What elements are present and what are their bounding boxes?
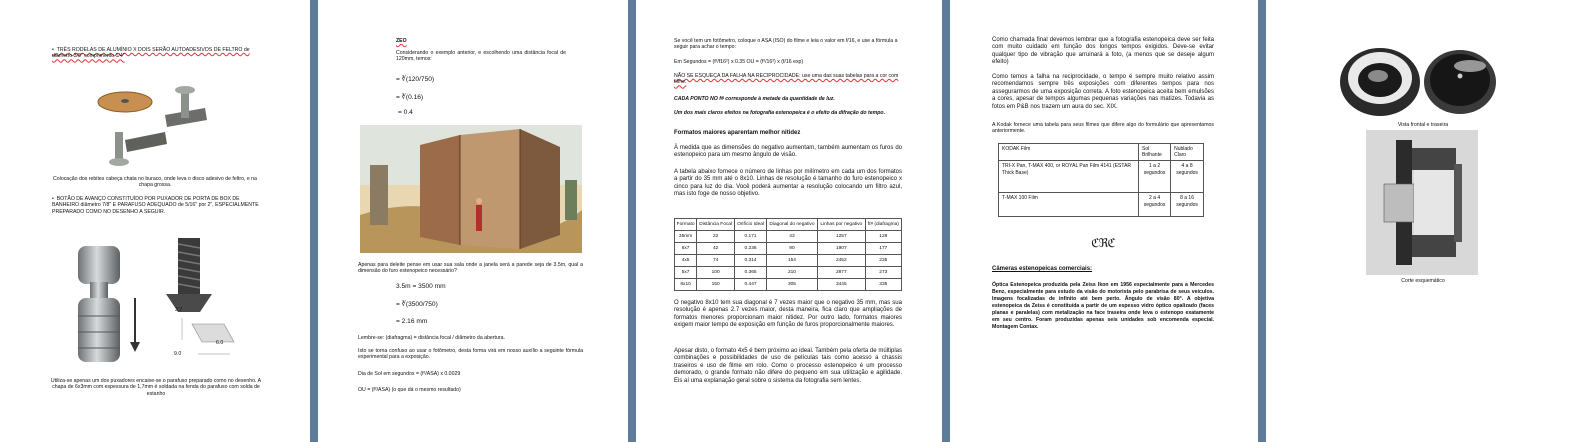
dimension-label: 9.0	[174, 351, 182, 357]
zeiss-lens-photo	[1338, 38, 1508, 120]
table-cell: 128	[865, 231, 901, 243]
image-caption: Colocação dos rebites cabeça chata no buraco, onde leva o disco adesivo de feltro, e na chapa grossa.	[53, 176, 257, 189]
table-cell: 5x7	[675, 267, 697, 279]
paragraph: Como temos a falha na reciprocidade, o tempo é sempre muito relativo assim recomendamos sempre três exposições com diferentes tempos para nos assegurarmos de uma exposição correta. A foto estenopeica aceita bem emulsões a cores, apesar de tempos algumas pequenas variações nas matizes. Todavia as fotos em P&B nos trazem um aura do sec. XIX.	[992, 74, 1214, 110]
table-cell: 0.314	[735, 255, 767, 267]
table-row	[999, 161, 1204, 193]
document-page-4	[950, 0, 1258, 442]
paragraph: Apesar disto, o formato 4x5 é bem próximo ao ideal. Também pela oferta de múltiplas combinações e possibilidades de uso de películas tais como acesso a chassis traseiros e uso de filme em rolo. Como o processo estenopeico é um processo demorado, o grande formato não difere do pequeno em sua utilização e agilidade. Eis aí uma explanação geral sobre o sistema da fotografia sem lentes.	[674, 348, 902, 384]
table-cell: 150	[697, 279, 735, 291]
section-heading: Formatos maiores aparentam melhor nitidez	[674, 130, 801, 136]
paragraph: CADA PONTO NO f# corresponde à metade da quantidade de luz.	[674, 96, 835, 102]
paragraph: O negativo 8x10 tem sua diagonal é 7 vezes maior que o negativo 35 mm, mas sua resolução é apenas 2.7 vezes maior, desta maneira, fica claro que ampliações de formatos menores proporcionam maior nitidez. Por outro lado, formatos maiores exigem maior tempo de exposição em função de furos proporcionalmente maiores.	[674, 300, 902, 329]
table-header-cell: f/# (diafragma)	[865, 219, 901, 231]
paragraph: Isto se torna confuso ao usar o fotômetro, desta forma virá em nosso auxílio a seguinte fórmula experimental para a exposição.	[358, 348, 583, 361]
paragraph: À medida que as dimensões do negativo aumentam, também aumentam os furos do estenopeico para um mesmo ângulo de visão.	[674, 145, 902, 159]
table-cell: 0.365	[735, 267, 767, 279]
table-cell: 4x5	[675, 255, 697, 267]
table-header-cell: Linhas por negativo	[817, 219, 865, 231]
table-cell: 42	[697, 243, 735, 255]
table-cell: 100	[697, 267, 735, 279]
formula: = 0.4	[398, 109, 413, 116]
table-row	[675, 243, 902, 255]
table-cell: 177	[865, 243, 901, 255]
bullet-text: BOTÃO DE AVANÇO CONSTITUÍDO POR PUXADOR DE PORTA DE BOX DE BANHEIRO diâmetro 7/8" E PARAFUSO ADEQUADO de 5/16" por 2", ESPECIALMENTE PREPARADO COMO NO DESENHO A SEGUIR.	[52, 196, 259, 215]
table-cell: 273	[865, 267, 901, 279]
document-page-5	[1266, 0, 1590, 442]
formula-line: Em Segundos = (f²/f16²) x 0.35 OU = (f²/16²) x (f/16 exp)	[674, 59, 804, 65]
door-knob-image	[70, 238, 150, 368]
table-row	[675, 231, 902, 243]
table-cell: 0.171	[735, 231, 767, 243]
camera-obscura-engraving	[360, 125, 582, 253]
paragraph: A tabela abaixo fornece o número de linhas por milímetro em cada um dos formatos a partir do 35 mm até o 8x10. Linhas de resolução é tamanho do furo estenopeico x cinco para luz do dia. Você poderá aumentar a resolução colocando um filtro azul, mas isto foge de nosso objetivo.	[674, 169, 902, 198]
paragraph: Se você tem um fotômetro, coloque o ASA (ISO) do filme e leia o valor em f/16, e use a fórmula a seguir para achar o tempo:	[674, 38, 898, 51]
table-cell: 22	[697, 231, 735, 243]
table-cell: 1907	[817, 243, 865, 255]
table-row	[675, 255, 902, 267]
kodak-table	[998, 143, 1204, 217]
table-cell: 2877	[817, 267, 865, 279]
table-cell: 1257	[817, 231, 865, 243]
table-cell: 0.447	[735, 279, 767, 291]
table-cell: 4 a 8 segundos	[1171, 161, 1204, 193]
table-row	[675, 279, 902, 291]
table-cell: 154	[766, 255, 817, 267]
formula: = 2.16 mm	[396, 318, 428, 325]
bullet-text: TRÊS RODELAS DE ALUMÍNIO X DOIS SERÃO AUTOADESIVOS DE FELTRO de diâmetro 3/8" comprimento 1/4"	[52, 47, 250, 60]
table-cell: TRI-X Pan, T-MAX 400, or ROYAL Pan Film 4141 (ESTAR Thick Base)	[999, 161, 1139, 193]
image-caption: Vista frontal e traseira	[1397, 122, 1449, 128]
paragraph: Lembre-se: (diafragma) = distância focal / diâmetro da abertura.	[358, 335, 505, 341]
table-header-cell: Distância Focal	[697, 219, 735, 231]
paragraph: NÃO SE ESQUEÇA DA FALHA NA RECIPROCIDADE: use uma das suas tabelas para a cor com filme.	[674, 73, 899, 86]
table-cell: 35mm	[675, 231, 697, 243]
paragraph: Considerando o exemplo anterior, e escolhendo uma distância focal de 120mm, temos:	[396, 50, 566, 63]
table-cell: T-MAX 100 Film	[999, 193, 1139, 217]
paragraph: Um dos mais claros efeitos na fotografia estenopeica é o efeito da difração do tempo.	[674, 110, 886, 116]
table-cell: 1 a 2 segundos	[1139, 161, 1171, 193]
table-cell: 210	[766, 267, 817, 279]
formula-line: Dia de Sol em segundos = (f²/ASA) x 0.0029	[358, 371, 461, 377]
formula: = ∛(0.16)	[396, 94, 424, 101]
dimension-label: 3.7	[175, 307, 183, 313]
rivet-parts-image	[95, 80, 215, 170]
image-caption: Corte esquemático	[1401, 278, 1445, 284]
table-cell: 2452	[817, 255, 865, 267]
format-table	[674, 218, 902, 291]
paragraph: Como chamada final devemos lembrar que a fotografia estenopeica deve ser feita com muito cuidado em função dos longos tempos exigidos. Deve-se evitar qualquer tipo de vibração que arruinará a foto, (a menos que se deseje algum efeito)	[992, 37, 1214, 66]
table-cell: 43	[766, 231, 817, 243]
table-cell: 8x10	[675, 279, 697, 291]
screw-drawing	[160, 232, 245, 357]
bullet-item: • TRÊS RODELAS DE ALUMÍNIO X DOIS SERÃO AUTOADESIVOS DE FELTRO de diâmetro 3/8" comprimento 1/4"	[52, 47, 250, 60]
table-header-cell: KODAK Film	[999, 144, 1139, 161]
document-page-3	[636, 0, 942, 442]
table-cell: 305	[766, 279, 817, 291]
formula: = ∛(120/750)	[396, 76, 435, 83]
table-cell: 3445	[817, 279, 865, 291]
section-heading: ZEO	[396, 38, 407, 44]
table-cell: 90	[766, 243, 817, 255]
bullet-item: • BOTÃO DE AVANÇO CONSTITUÍDO POR PUXADOR DE PORTA DE BOX DE BANHEIRO diâmetro 7/8" E PARAFUSO ADEQUADO de 5/16" por 2", ESPECIALMENTE PREPARADO COMO NO DESENHO A SEGUIR.	[52, 196, 259, 215]
formula-line: OU = (f²/ASA) (o que dá o mesmo resultado)	[358, 387, 461, 393]
table-header-cell: Formato	[675, 219, 697, 231]
dimension-label: 6.0	[216, 340, 224, 346]
table-header-cell: Diagonal do negativo	[766, 219, 817, 231]
table-header-cell: Sol Brilhante	[1139, 144, 1171, 161]
section-ornament: ℭℜℭ	[1091, 236, 1115, 250]
document-page-1	[0, 0, 310, 442]
paragraph: Óptica Estenopeica produzida pela Zeiss Ikon em 1956 especialmente para a Mercedes Benz, especialmente para estudo da visão do motorista pelo parabrisa de seus veículos. Imagens focalizadas de infinito até bem perto. Ângulo de visão 80°. A objetiva estenopeica da Zeiss é constituída a partir de um espesso vidro óptico opalizado (faces planas e paralelas) com metalização na face traseira onde leva o estenopo exatamente em seu centro. Foram produzidas apenas seis unidades sob encomenda especial. Montagem Contax.	[992, 282, 1214, 330]
table-cell: 74	[697, 255, 735, 267]
image-caption: Utiliza-se apenas um dos puxadores encaixe-se o parafuso preparado como no desenho. A chapa de 6x3mm com espessura de 1,7mm é soldada na fenda do parafuso com solda de estanho	[50, 378, 262, 397]
table-cell: 2 a 4 segundos	[1139, 193, 1171, 217]
section-heading: Câmeras estenopeicas comerciais:	[992, 266, 1093, 272]
table-cell: 0.236	[735, 243, 767, 255]
document-page-2	[318, 0, 628, 442]
table-row	[675, 267, 902, 279]
table-header-row	[675, 219, 902, 231]
table-header-cell: Nublado Claro	[1171, 144, 1204, 161]
table-cell: 335	[865, 279, 901, 291]
table-header-cell: Orifício Ideal	[735, 219, 767, 231]
formula: = ∛(3500/750)	[396, 301, 438, 308]
table-cell: 8 a 16 segundos	[1171, 193, 1204, 217]
table-header-row	[999, 144, 1204, 161]
paragraph: A Kodak fornece uma tabela para seus filmes que difere algo do formulário que apresentamos anteriormente.	[992, 122, 1214, 135]
table-cell: 235	[865, 255, 901, 267]
table-cell: 6x7	[675, 243, 697, 255]
lens-cross-section	[1366, 130, 1478, 275]
paragraph: Apenas para deleite pense em usar sua sala onde a janela será a parede seja de 3.5m, qual a dimensão do furo estenopeico necessário?	[358, 262, 583, 275]
table-row	[999, 193, 1204, 217]
formula: 3.5m = 3500 mm	[396, 283, 446, 290]
